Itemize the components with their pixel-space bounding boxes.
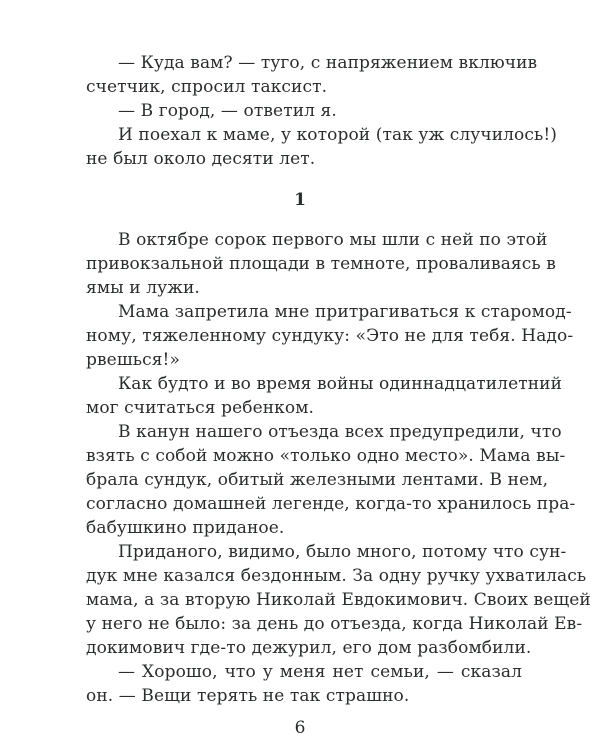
text-line: И поехал к маме, у которой (так уж случилось!) <box>118 125 558 145</box>
text-line: брала сундук, обитый железными лентами. В нем, <box>86 470 549 490</box>
text-line: он. — Вещи терять не так страшно. <box>86 686 410 706</box>
text-line: согласно домашней легенде, когда-то хранилось пра- <box>86 494 576 514</box>
text-line: В канун нашего отъезда всех предупредили, что <box>118 422 562 442</box>
text-line: мама, а за вторую Николай Евдокимович. Своих вещей <box>86 590 591 610</box>
text-line: счетчик, спросил таксист. <box>86 77 328 97</box>
text-line: Мама запретила мне притрагиваться к старомод- <box>118 302 572 322</box>
text-line: — В город, — ответил я. <box>118 101 337 121</box>
text-line: привокзальной площади в темноте, проваливаясь в <box>86 254 556 274</box>
text-line: ямы и лужи. <box>86 278 200 298</box>
text-line: — Хорошо, что у меня нет семьи, — сказал <box>118 662 522 682</box>
text-line: В октябре сорок первого мы шли с ней по этой <box>118 230 548 250</box>
text-line: — Куда вам? — туго, с напряжением включив <box>118 53 538 73</box>
text-line: дук мне казался бездонным. За одну ручку ухватилась <box>86 566 587 586</box>
text-line: не был около десяти лет. <box>86 149 316 169</box>
text-line: рвешься!» <box>86 350 180 370</box>
text-line: Приданого, видимо, было много, потому что сун- <box>118 542 567 562</box>
chapter-number: 1 <box>294 190 306 210</box>
text-line: бабушкино приданое. <box>86 518 285 538</box>
text-line: Как будто и во время войны одиннадцатилетний <box>118 374 563 394</box>
page-number: 6 <box>294 718 306 738</box>
text-line: мог считаться ребенком. <box>86 398 315 418</box>
text-line: докимович где-то дежурил, его дом разбомбили. <box>86 638 532 658</box>
text-line: у него не было: за день до отъезда, когда Николай Ев- <box>86 614 583 634</box>
text-line: ному, тяжеленному сундуку: «Это не для тебя. Надо- <box>86 326 574 346</box>
text-line: взять с собой можно «только одно место». Мама вы- <box>86 446 566 466</box>
